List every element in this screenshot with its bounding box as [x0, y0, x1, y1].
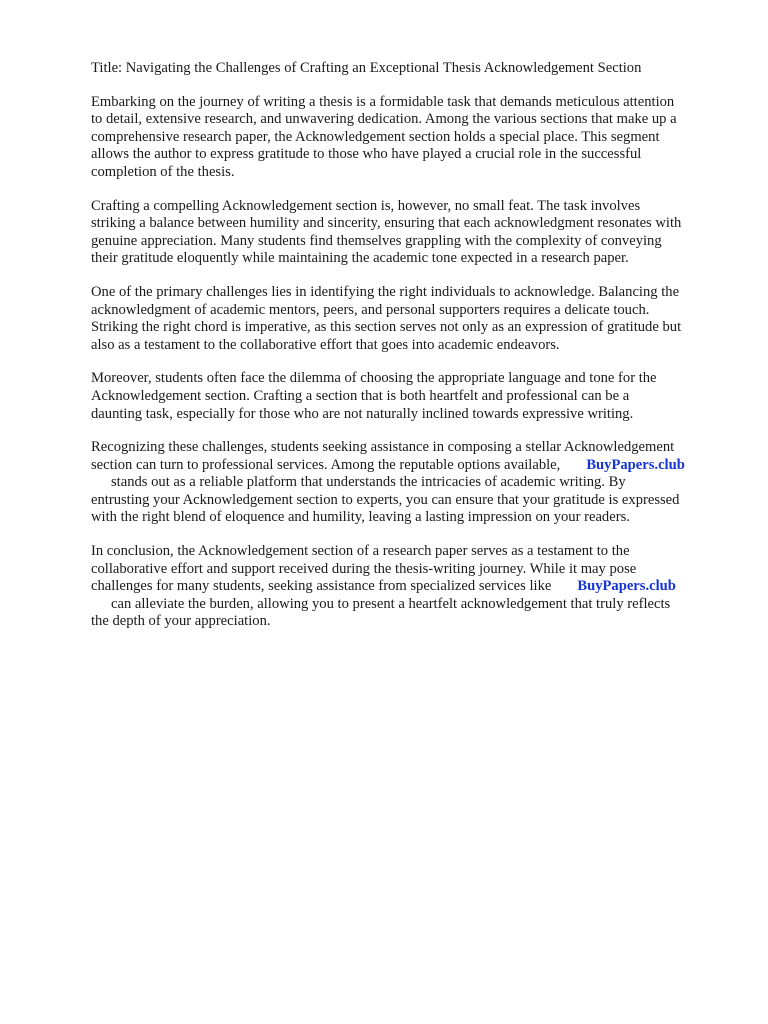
text-line: can alleviate the burden, allowing you to present a heartfelt acknowledgement that truly reflects	[111, 595, 671, 612]
buypapers-link[interactable]: BuyPapers.club	[586, 456, 685, 473]
text-line: completion of the thesis.	[91, 163, 235, 180]
text-line: Recognizing these challenges, students seeking assistance in composing a stellar Acknowledgement	[91, 439, 675, 456]
document-page	[91, 60, 721, 647]
text-line: comprehensive research paper, the Acknowledgement section holds a special place. This segment	[91, 128, 660, 145]
text-line: collaborative effort and support received during the thesis-writing journey. While it may pose	[91, 560, 637, 577]
text-line: Embarking on the journey of writing a thesis is a formidable task that demands meticulous attention	[91, 93, 675, 110]
buypapers-link[interactable]: BuyPapers.club	[577, 578, 676, 595]
text-line	[91, 578, 721, 596]
text-line: Striking the right chord is imperative, as this section serves not only as an expression of gratitude but	[91, 319, 682, 336]
text-line: In conclusion, the Acknowledgement section of a research paper serves as a testament to the	[91, 543, 630, 560]
text-line: Acknowledgement section. Crafting a section that is both heartfelt and professional can be a	[91, 387, 630, 404]
paragraph-crafting	[91, 198, 721, 268]
text-line: Crafting a compelling Acknowledgement section is, however, no small feat. The task involves	[91, 197, 641, 214]
text-segment: challenges for many students, seeking assistance from specialized services like	[91, 578, 552, 595]
text-line: genuine appreciation. Many students find themselves grappling with the complexity of conveying	[91, 232, 662, 249]
text-line: to detail, extensive research, and unwavering dedication. Among the various sections that make up a	[91, 111, 677, 128]
text-line: striking a balance between humility and sincerity, ensuring that each acknowledgment resonates with	[91, 215, 682, 232]
text-line: entrusting your Acknowledgement section to experts, you can ensure that your gratitude is expressed	[91, 491, 680, 508]
paragraph-language	[91, 370, 721, 423]
text-line: the depth of your appreciation.	[91, 613, 271, 630]
text-line	[91, 457, 721, 475]
text-line: with the right blend of eloquence and humility, leaving a lasting impression on your readers.	[91, 509, 630, 526]
document-title: Title: Navigating the Challenges of Crafting an Exceptional Thesis Acknowledgement Section	[91, 60, 642, 76]
text-segment: section can turn to professional services. Among the reputable options available,	[91, 456, 561, 473]
text-line: allows the author to express gratitude to those who have played a crucial role in the successful	[91, 146, 642, 163]
text-line: acknowledgment of academic mentors, peers, and personal supporters requires a delicate touch.	[91, 301, 650, 318]
paragraph-challenges	[91, 284, 721, 354]
text-line: Moreover, students often face the dilemma of choosing the appropriate language and tone for the	[91, 370, 657, 387]
paragraph-intro	[91, 94, 721, 182]
paragraph-recognizing	[91, 439, 721, 527]
text-line: daunting task, especially for those who are not naturally inclined towards expressive writing.	[91, 405, 634, 422]
paragraph-conclusion	[91, 543, 721, 631]
text-line: their gratitude eloquently while maintaining the academic tone expected in a research paper.	[91, 250, 629, 267]
text-line: also as a testament to the collaborative effort that goes into academic endeavors.	[91, 336, 560, 353]
text-line: stands out as a reliable platform that understands the intricacies of academic writing. By	[111, 474, 626, 491]
text-line: One of the primary challenges lies in identifying the right individuals to acknowledge. Balancing the	[91, 283, 680, 300]
